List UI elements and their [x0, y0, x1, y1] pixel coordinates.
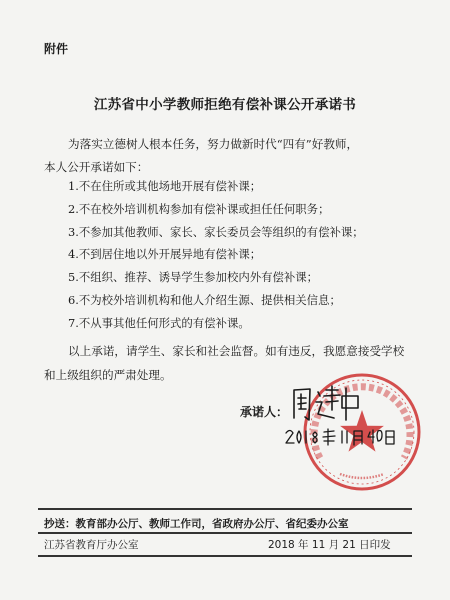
document-title: 江苏省中小学教师拒绝有偿补课公开承诺书 — [93, 97, 357, 113]
copy-to-line: 抄送：教育部办公厅、教师工作司，省政府办公厅、省纪委办公室 — [44, 518, 349, 530]
intro-paragraph — [44, 133, 414, 179]
divider-middle — [38, 532, 412, 534]
handwritten-date — [284, 425, 396, 449]
pledge-item: 7.不从事其他任何形式的有偿补课。 — [68, 315, 250, 330]
intro-line-2: 本人公开承诺如下： — [44, 160, 149, 174]
signer-label: 承诺人： — [240, 405, 289, 419]
closing-paragraph: 以上承诺，请学生、家长和社会监督。如有违反，我愿意接受学校和上级组织的严肃处理。 — [44, 344, 405, 382]
divider-top — [38, 508, 412, 510]
issue-date: 2018 年 11 月 21 日印发 — [268, 539, 391, 551]
pledge-item: 5.不组织、推荐、诱导学生参加校内外有偿补课； — [68, 270, 319, 285]
pledge-list — [68, 175, 418, 335]
issuer: 江苏省教育厅办公室 — [44, 539, 139, 551]
pledge-item: 1.不在住所或其他场地开展有偿补课； — [68, 179, 262, 193]
intro-line-1: 为落实立德树人根本任务，努力做新时代“四有”好教师， — [68, 137, 359, 151]
pledge-item: 3.不参加其他教师、家长、家长委员会等组织的有偿补课； — [68, 224, 364, 239]
divider-bottom — [38, 555, 412, 557]
pledge-item: 6.不为校外培训机构和他人介绍生源、提供相关信息； — [68, 292, 341, 307]
pledge-item: 2.不在校外培训机构参加有偿补课或担任任何职务； — [68, 201, 330, 216]
pledge-item: 4.不到居住地以外开展异地有偿补课； — [68, 247, 262, 262]
attachment-label: 附件 — [44, 42, 69, 56]
handwritten-signature — [288, 382, 364, 424]
